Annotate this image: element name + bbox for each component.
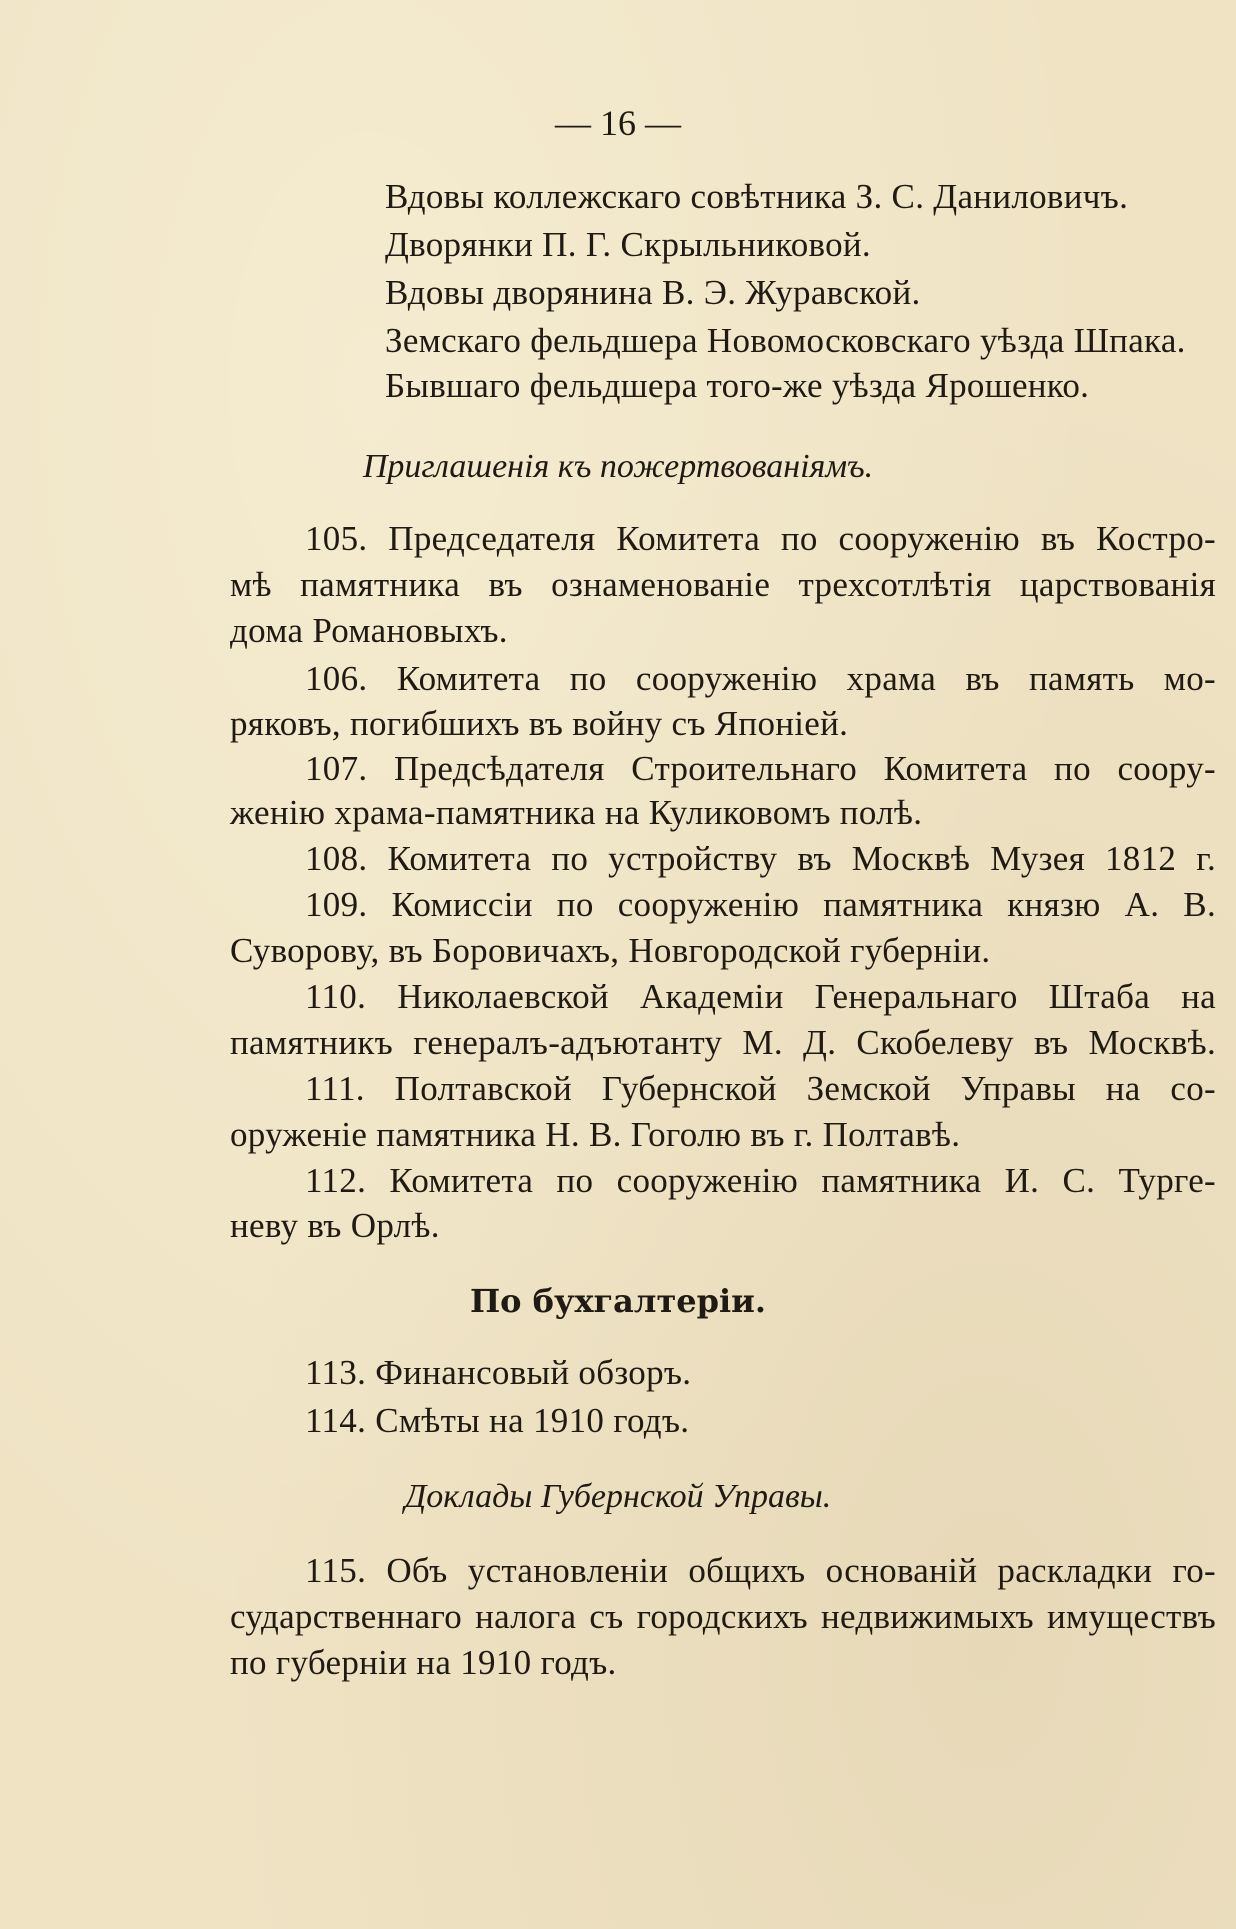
section-heading-invitations: Приглашенія къ пожертвованіямъ.: [362, 448, 874, 485]
item-114-line: 114. Смѣты на 1910 годъ.: [305, 1401, 690, 1440]
intro-line: Земскаго фельдшера Новомосковскаго уѣзда Шпака.: [385, 321, 1186, 360]
section-heading-accounting: По бухгалтеріи.: [469, 1282, 767, 1320]
item-108-line: 108. Комитета по устройству въ Москвѣ Музея 1812 г.: [305, 839, 1216, 878]
item-105-line: дома Романовыхъ.: [230, 611, 508, 650]
intro-line: Вдовы коллежскаго совѣтника З. С. Даниловичъ.: [385, 177, 1129, 216]
item-106-line: 106. Комитета по сооруженію храма въ память мо-: [305, 659, 1216, 698]
intro-line: Дворянки П. Г. Скрыльниковой.: [385, 225, 871, 264]
item-115-line: сударственнаго налога съ городскихъ недвижимыхъ имуществъ: [230, 1597, 1216, 1636]
item-105-line: 105. Председателя Комитета по сооруженію въ Костро-: [305, 519, 1216, 558]
item-109-line: Суворову, въ Боровичахъ, Новгородской губерніи.: [230, 931, 991, 970]
item-113-line: 113. Финансовый обзоръ.: [305, 1353, 692, 1392]
intro-line: Вдовы дворянина В. Э. Журавской.: [385, 273, 921, 312]
page-number: — 16 —: [555, 103, 681, 143]
item-110-line: 110. Николаевской Академіи Генеральнаго Штаба на: [305, 977, 1216, 1016]
item-115-line: по губерніи на 1910 годъ.: [230, 1643, 617, 1682]
item-112-line: 112. Комитета по сооруженію памятника И. С. Турге-: [305, 1161, 1216, 1200]
item-106-line: ряковъ, погибшихъ въ войну съ Японіей.: [230, 704, 849, 743]
intro-line: Бывшаго фельдшера того-же уѣзда Ярошенко.: [385, 366, 1090, 405]
item-112-line: неву въ Орлѣ.: [230, 1206, 440, 1245]
item-105-line: мѣ памятника въ ознаменованіе трехсотлѣтія царствованія: [230, 565, 1216, 604]
item-110-line: памятникъ генералъ-адъютанту М. Д. Скобелеву въ Москвѣ.: [230, 1023, 1216, 1062]
section-heading-reports: Доклады Губернской Управы.: [404, 1478, 832, 1515]
item-111-line: оруженіе памятника Н. В. Гоголю въ г. Полтавѣ.: [230, 1115, 961, 1154]
item-115-line: 115. Объ установленіи общихъ основаній раскладки го-: [305, 1551, 1216, 1590]
item-107-line: женію храма-памятника на Куликовомъ полѣ.: [230, 793, 923, 832]
item-111-line: 111. Полтавской Губернской Земской Управы на со-: [305, 1069, 1216, 1108]
item-107-line: 107. Предсѣдателя Строительнаго Комитета по соору-: [305, 749, 1216, 788]
item-109-line: 109. Комиссіи по сооруженію памятника князю А. В.: [305, 885, 1216, 924]
